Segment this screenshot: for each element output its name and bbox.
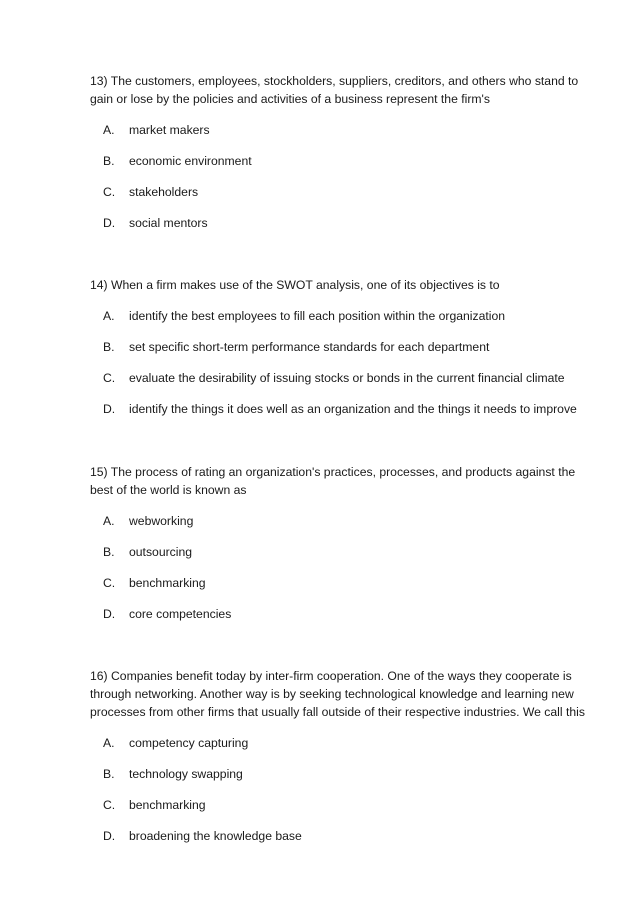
option-text: benchmarking	[129, 576, 206, 590]
option-text: benchmarking	[129, 798, 206, 812]
option-text: evaluate the desirability of issuing stocks or bonds in the current financial climate	[129, 371, 565, 385]
option-c	[90, 183, 600, 214]
option-letter: B.	[103, 154, 115, 168]
question-15	[90, 463, 600, 636]
option-a	[90, 734, 600, 765]
option-d	[90, 827, 600, 858]
option-letter: C.	[103, 798, 116, 812]
option-c	[90, 369, 600, 400]
question-14	[90, 276, 600, 431]
question-13	[90, 72, 600, 245]
option-text: identify the things it does well as an organization and the things it needs to improve	[129, 402, 577, 416]
option-letter: C.	[103, 371, 116, 385]
question-stem: 13) The customers, employees, stockholders, suppliers, creditors, and others who stand to gain or lose by the policies and activities of a business represent the firm's	[90, 74, 579, 106]
option-c	[90, 574, 600, 605]
option-letter: B.	[103, 545, 115, 559]
option-list	[90, 307, 600, 431]
option-text: set specific short-term performance standards for each department	[129, 340, 490, 354]
option-letter: D.	[103, 402, 116, 416]
option-letter: A.	[103, 514, 115, 528]
question-stem: 16) Companies benefit today by inter-firm cooperation. One of the ways they cooperate is through networking. Another way is by seeking technological knowledge and learning new processes from other firms that usually fall outside of their respective industries. We call this	[90, 669, 585, 719]
option-text: core competencies	[129, 607, 232, 621]
option-list	[90, 512, 600, 636]
option-letter: A.	[103, 123, 115, 137]
option-text: competency capturing	[129, 736, 249, 750]
option-letter: C.	[103, 185, 116, 199]
option-text: identify the best employees to fill each position within the organization	[129, 309, 506, 323]
question-16	[90, 667, 600, 858]
option-a	[90, 512, 600, 543]
option-c	[90, 796, 600, 827]
question-stem: 15) The process of rating an organization's practices, processes, and products against the best of the world is known as	[90, 465, 576, 497]
option-d	[90, 400, 600, 431]
option-text: economic environment	[129, 154, 252, 168]
option-a	[90, 121, 600, 152]
question-stem: 14) When a firm makes use of the SWOT analysis, one of its objectives is to	[90, 278, 500, 292]
option-text: social mentors	[129, 216, 208, 230]
option-d	[90, 214, 600, 245]
option-b	[90, 338, 600, 369]
option-text: broadening the knowledge base	[129, 829, 302, 843]
option-letter: C.	[103, 576, 116, 590]
option-text: stakeholders	[129, 185, 199, 199]
option-d	[90, 605, 600, 636]
option-text: market makers	[129, 123, 210, 137]
option-a	[90, 307, 600, 338]
option-text: technology swapping	[129, 767, 243, 781]
option-letter: A.	[103, 309, 115, 323]
option-b	[90, 765, 600, 796]
option-letter: B.	[103, 767, 115, 781]
option-list	[90, 734, 600, 858]
option-letter: A.	[103, 736, 115, 750]
option-letter: D.	[103, 216, 116, 230]
option-text: outsourcing	[129, 545, 193, 559]
option-text: webworking	[129, 514, 194, 528]
option-b	[90, 152, 600, 183]
option-list	[90, 121, 600, 245]
option-letter: D.	[103, 829, 116, 843]
option-b	[90, 543, 600, 574]
option-letter: B.	[103, 340, 115, 354]
option-letter: D.	[103, 607, 116, 621]
